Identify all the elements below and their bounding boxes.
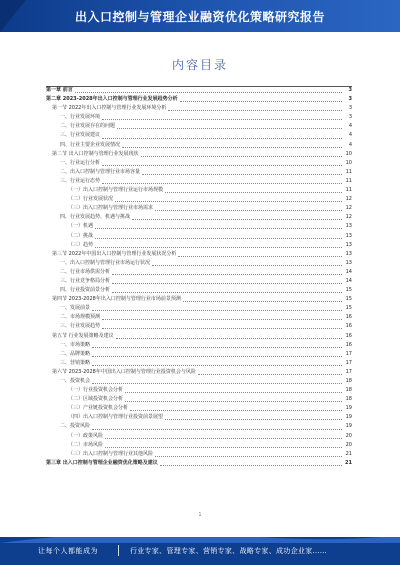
toc-entry-page: 13 [345,241,352,248]
toc-entry[interactable] [46,195,352,204]
toc-entry-title: 一、发展前景 [60,305,91,312]
toc-leader-dots [105,438,342,439]
toc-leader-dots [183,301,342,302]
report-title: 出入口控制与管理企业融资优化策略研究报告 [74,10,325,24]
toc-entry[interactable] [46,432,352,441]
toc-entry-page: 19 [345,414,352,421]
toc-entry-page: 15 [345,305,352,312]
toc-leader-dots [168,110,342,111]
toc-entry[interactable] [46,295,352,304]
toc-entry-page: 12 [345,214,352,221]
toc-entry-page: 16 [345,332,352,339]
toc-leader-dots [112,283,342,284]
toc-leader-dots [95,228,342,229]
toc-entry-page: 17 [345,368,352,375]
toc-leader-dots [155,456,342,457]
toc-entry[interactable] [46,131,352,140]
toc-entry[interactable] [46,304,352,313]
toc-entry[interactable] [46,222,352,231]
toc-entry[interactable] [46,150,352,159]
toc-entry-page: 14 [345,277,352,284]
toc-entry-title: 四、行业投资前景分析 [60,287,111,294]
toc-entry[interactable] [46,186,352,195]
toc-leader-dots [95,238,342,239]
toc-entry-page: 13 [345,259,352,266]
toc-entry-title: 三、行业发展趋势 [60,323,101,330]
toc-entry-title: 一、行业运行分析 [60,159,101,166]
toc-entry-title: 二、行业发展存在的问题 [60,123,116,130]
toc-entry[interactable] [46,450,352,459]
toc-entry-page: 19 [345,423,352,430]
toc-entry[interactable] [46,122,352,131]
header-banner [0,0,400,32]
toc-entry-title: （一）行业投资机会分析 [68,387,124,394]
table-of-contents [46,86,352,468]
toc-leader-dots [155,210,342,211]
toc-entry[interactable] [46,413,352,422]
toc-entry-page: 13 [345,232,352,239]
toc-leader-dots [102,138,342,139]
toc-entry-page: 21 [345,450,352,457]
toc-entry[interactable] [46,395,352,404]
toc-entry[interactable] [46,250,352,259]
toc-heading: 内容目录 [171,58,228,72]
toc-entry-title: 二、品牌策略 [60,350,91,357]
toc-leader-dots [122,147,342,148]
toc-entry-page: 10 [345,159,352,166]
toc-entry-page: 18 [345,378,352,384]
toc-leader-dots [165,192,342,193]
toc-entry[interactable] [46,95,352,104]
toc-entry-title: （二）市场风险 [68,441,104,448]
toc-entry-title: （四）出入口控制与管理行业投资前景展望 [68,414,164,421]
toc-entry-title: 第二节 出入口控制与管理行业发展现状 [52,150,139,157]
toc-entry-page: 3 [348,87,352,93]
toc-leader-dots [116,338,342,339]
toc-entry-page: 11 [345,187,352,194]
toc-entry[interactable] [46,159,352,168]
toc-entry[interactable] [46,259,352,268]
toc-entry-page: 16 [345,341,352,348]
toc-entry[interactable] [46,322,352,331]
toc-entry-title: 一、投资机会 [60,378,91,384]
toc-entry[interactable] [46,377,352,386]
toc-entry-title: 第一节 2022年出入口控制与管理行业发展环境分析 [52,105,167,112]
toc-entry[interactable] [46,213,352,222]
toc-entry-title: 三、行业运行态势 [60,177,101,184]
toc-leader-dots [125,401,342,402]
toc-entry[interactable] [46,241,352,250]
toc-entry-title: （二）区域投资机会分析 [68,396,124,403]
toc-entry-title: 三、行业竞争格局分析 [60,277,111,284]
toc-entry-page: 19 [345,405,352,412]
toc-entry[interactable] [46,104,352,113]
toc-leader-dots [160,465,342,466]
toc-entry-page: 13 [345,223,352,230]
toc-entry-page: 4 [348,123,352,130]
toc-leader-dots [92,365,342,366]
toc-leader-dots [95,247,342,248]
toc-entry-page: 16 [345,314,352,321]
toc-leader-dots [102,119,342,120]
toc-entry[interactable] [46,113,352,122]
toc-entry[interactable] [46,177,352,186]
toc-entry-title: 二、市场规模预测 [60,314,101,321]
toc-leader-dots [105,447,342,448]
toc-entry-page: 17 [345,359,352,366]
toc-entry-page: 11 [345,177,352,184]
toc-entry-title: 四、行业主要企业发展情况 [60,141,121,148]
toc-entry-title: （一）出入口控制与管理行业运行市场规模 [68,187,164,194]
toc-entry-title: 第三节 2022年中国出入口控制与管理行业发展状况分析 [52,250,177,257]
toc-entry-title: （二）挑战 [68,232,94,239]
toc-leader-dots [165,419,342,420]
toc-entry-page: 20 [345,432,352,439]
toc-leader-dots [75,92,342,93]
toc-entry[interactable] [46,268,352,277]
toc-entry-page: 3 [348,114,352,121]
toc-entry[interactable] [46,277,352,286]
toc-entry-title: 第五节 行业发展策略及建议 [52,332,114,339]
toc-entry-title: 三、营销策略 [60,359,91,366]
toc-entry-page: 10 [345,150,352,157]
toc-leader-dots [92,347,342,348]
toc-entry-title: 第六节 2023-2028年中国出入口控制与管理行业投资机会与风险 [52,368,196,375]
toc-leader-dots [92,383,342,384]
toc-entry[interactable] [46,441,352,450]
toc-leader-dots [102,319,342,320]
toc-entry-page: 16 [345,323,352,330]
toc-leader-dots [178,256,342,257]
footer-wave-decoration [0,537,400,543]
footer-slogan-left: 让每个人都能成为 [38,547,98,555]
toc-leader-dots [198,374,342,375]
toc-entry[interactable] [46,422,352,431]
toc-entry-title: 一、市场策略 [60,341,91,348]
toc-leader-dots [152,265,342,266]
toc-entry[interactable] [46,86,352,95]
toc-leader-dots [92,356,342,357]
toc-leader-dots [132,219,342,220]
toc-entry-page: 13 [345,250,352,257]
toc-entry[interactable] [46,232,352,241]
toc-entry[interactable] [46,332,352,341]
toc-entry[interactable] [46,341,352,350]
toc-leader-dots [92,429,342,430]
toc-entry[interactable] [46,359,352,368]
toc-entry-page: 20 [345,441,352,448]
toc-entry-title: （三）出入口控制与管理行业其他风险 [68,450,154,457]
toc-entry-title: 第一章 前言 [46,87,73,93]
toc-entry-title: （二）行业发展状况 [68,196,114,203]
toc-entry-title: 一、行业发展环境 [60,114,101,121]
toc-leader-dots [117,128,342,129]
toc-entry-page: 18 [345,387,352,394]
footer-divider [118,545,119,556]
footer-slogan-right: 行业专家、管理专家、营销专家、战略专家、成功企业家…… [130,547,328,555]
toc-leader-dots [130,410,342,411]
page-number: 1 [198,512,202,518]
toc-entry-title: （三）趋势 [68,241,94,248]
toc-entry[interactable] [46,168,352,177]
toc-leader-dots [102,165,342,166]
toc-leader-dots [115,201,342,202]
toc-entry-title: （一）政策风险 [68,432,104,439]
footer-banner [0,537,400,565]
toc-entry[interactable] [46,313,352,322]
toc-entry-title: 三、行业发展建议 [60,132,101,139]
toc-entry-title: 二、行业市场供需分析 [60,268,111,275]
toc-entry-title: （三）产业链投资机会分析 [68,405,129,412]
toc-entry-page: 3 [348,96,352,103]
toc-leader-dots [180,101,342,102]
toc-entry-page: 17 [345,350,352,357]
toc-entry[interactable] [46,141,352,150]
toc-entry[interactable] [46,404,352,413]
toc-entry-page: 12 [345,205,352,212]
toc-entry-page: 14 [345,268,352,275]
toc-entry-page: 4 [348,132,352,139]
toc-entry-title: 一、出入口控制与管理行业市场运行状况 [60,259,151,266]
toc-entry-page: 3 [348,105,352,112]
toc-entry[interactable] [46,286,352,295]
toc-entry[interactable] [46,386,352,395]
toc-entry-title: 二、出入口控制与管理行业市场容量 [60,168,141,175]
toc-entry-title: （一）机遇 [68,223,94,230]
toc-leader-dots [112,274,342,275]
toc-entry-title: 二、投资风险 [60,423,91,430]
toc-leader-dots [142,174,342,175]
toc-entry-title: （三）出入口控制与管理行业市场需求 [68,205,154,212]
toc-entry-page: 4 [348,141,352,148]
toc-leader-dots [112,292,342,293]
toc-leader-dots [102,328,342,329]
toc-entry[interactable] [46,459,352,468]
toc-entry[interactable] [46,368,352,377]
toc-entry-page: 15 [345,296,352,303]
toc-entry-page: 21 [345,459,352,466]
toc-entry-title: 第三章 出入口控制与管理企业融资优化策略及建议 [46,459,158,466]
toc-entry-title: 第四节 2023-2028年出入口控制与管理行业市场前景预测 [52,296,181,303]
toc-entry-page: 15 [345,287,352,294]
toc-entry[interactable] [46,350,352,359]
toc-leader-dots [92,310,342,311]
toc-leader-dots [125,392,342,393]
toc-leader-dots [141,156,342,157]
toc-entry-page: 18 [345,396,352,403]
toc-entry-title: 四、行业发展趋势、机遇与挑战 [60,214,131,221]
toc-entry[interactable] [46,204,352,213]
toc-entry-title: 第二章 2023-2028年出入口控制与管理行业发展趋势分析 [46,96,178,103]
toc-entry-page: 12 [345,196,352,203]
toc-leader-dots [102,183,342,184]
toc-entry-page: 11 [345,168,352,175]
